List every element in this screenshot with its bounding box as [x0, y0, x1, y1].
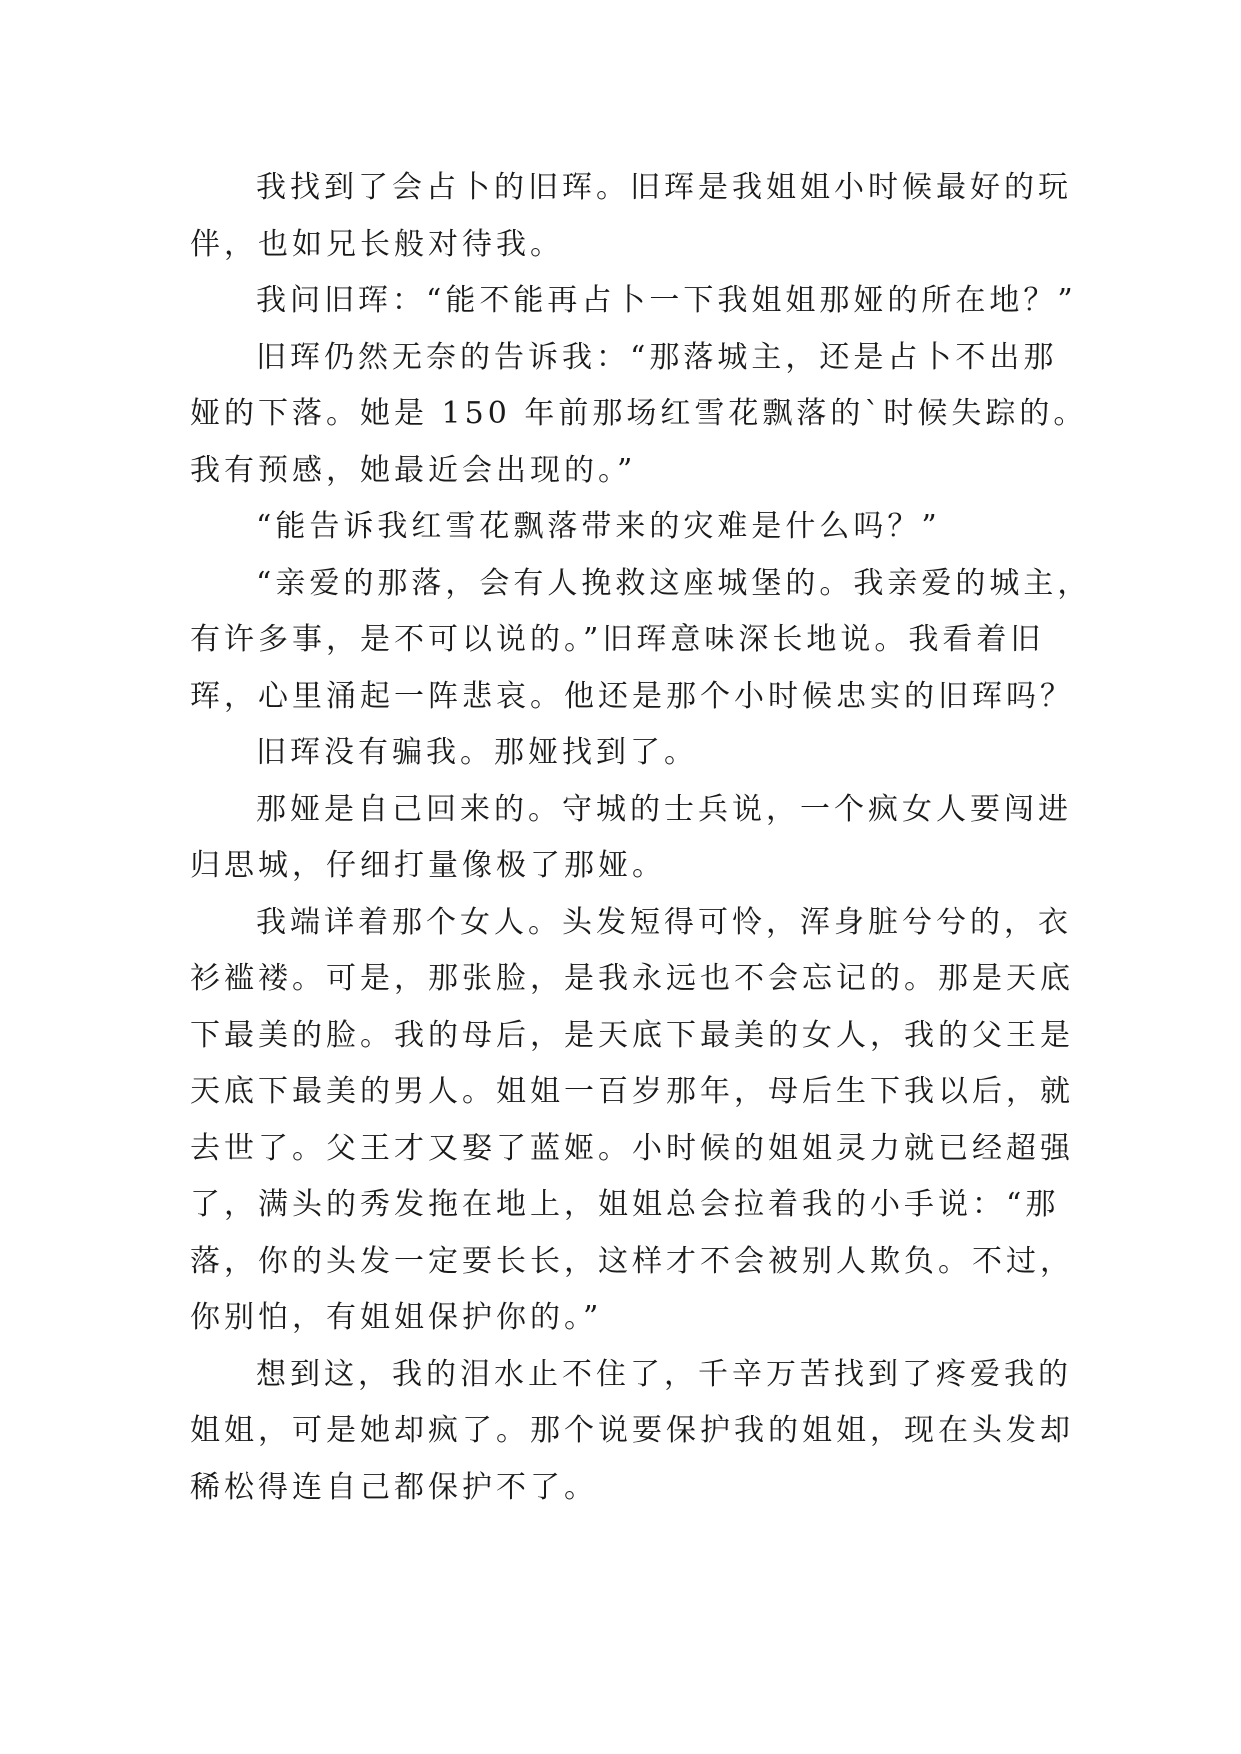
text-line: 有许多事，是不可以说的。”旧珲意味深长地说。我看着旧 [190, 622, 1045, 657]
text-line: 旧珲仍然无奈的告诉我：“那落城主，还是占卜不出那 [256, 339, 1058, 375]
text-line: 你别怕，有姐姐保护你的。” [190, 1300, 603, 1335]
text-line: 想到这，我的泪水止不住了，千辛万苦找到了疼爱我的 [256, 1356, 1072, 1392]
text-line: 我问旧珲：“能不能再占卜一下我姐姐那娅的所在地？” [256, 283, 1077, 318]
body-text [190, 160, 1092, 1516]
text-line: 天底下最美的男人。姐姐一百岁那年，母后生下我以后，就 [190, 1074, 1074, 1109]
text-line: 稀松得连自己都保护不了。 [190, 1469, 598, 1505]
text-line: 那娅是自己回来的。守城的士兵说，一个疯女人要闯进 [256, 791, 1072, 827]
text-line: “亲爱的那落，会有人挽救这座城堡的。我亲爱的城主， [256, 565, 1092, 601]
text-line: 去世了。父王才又娶了蓝姬。小时候的姐姐灵力就已经超强 [190, 1130, 1074, 1166]
text-line: 我有预感，她最近会出现的。” [190, 452, 637, 488]
text-line: 归思城，仔细打量像极了那娅。 [190, 848, 666, 883]
text-line: 我端详着那个女人。头发短得可怜，浑身脏兮兮的，衣 [256, 904, 1072, 940]
text-line: 姐姐，可是她却疯了。那个说要保护我的姐姐，现在头发却 [190, 1413, 1074, 1448]
text-line: 娅的下落。她是 150 年前那场红雪花飘落的`时候失踪的。 [190, 396, 1088, 431]
text-line: 伴，也如兄长般对待我。 [190, 226, 564, 262]
text-line: 落，你的头发一定要长长，这样才不会被别人欺负。不过， [190, 1243, 1074, 1279]
text-line: 下最美的脸。我的母后，是天底下最美的女人，我的父王是 [190, 1017, 1074, 1053]
text-line: 了，满头的秀发拖在地上，姐姐总会拉着我的小手说：“那 [190, 1187, 1060, 1222]
text-line: 珲，心里涌起一阵悲哀。他还是那个小时候忠实的旧珲吗？ [190, 678, 1074, 714]
text-line: 我找到了会占卜的旧珲。旧珲是我姐姐小时候最好的玩 [256, 170, 1072, 205]
text-line: 旧珲没有骗我。那娅找到了。 [256, 735, 698, 770]
text-line: “能告诉我红雪花飘落带来的灾难是什么吗？” [256, 509, 941, 544]
text-line: 衫褴褛。可是，那张脸，是我永远也不会忘记的。那是天底 [190, 961, 1074, 996]
